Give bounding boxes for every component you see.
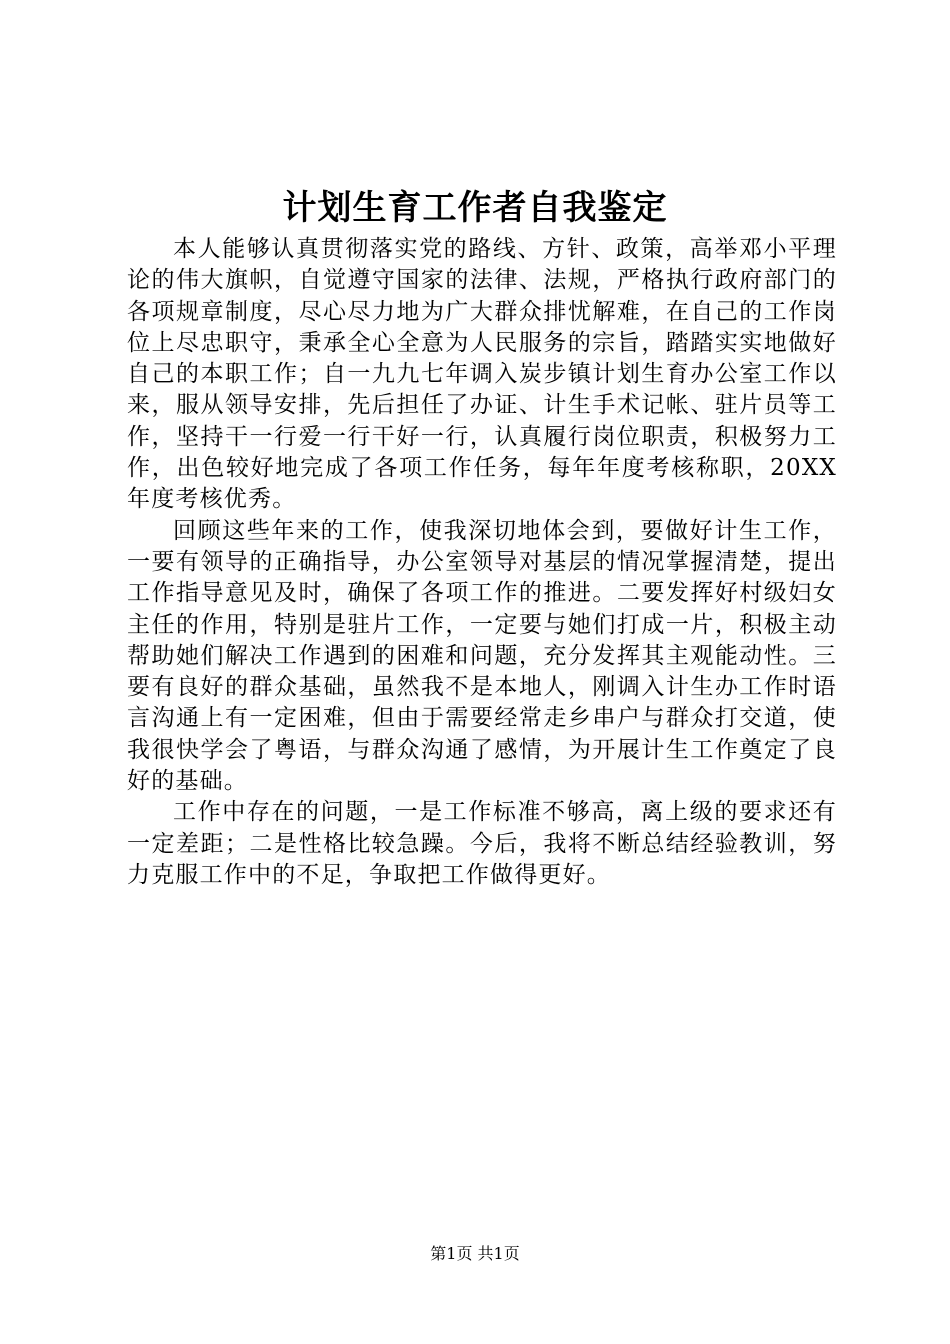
document-title: 计划生育工作者自我鉴定: [282, 188, 668, 228]
page-number-footer: 第1页 共1页: [430, 1244, 520, 1263]
paragraph-1: 本人能够认真贯彻落实党的路线、方针、政策，高举邓小平理论的伟大旗帜，自觉遵守国家的法律、法规，严格执行政府部门的各项规章制度，尽心尽力地为广大群众排忧解难，在自己的工作岗位上尽忠职守，秉承全心全意为人民服务的宗旨，踏踏实实地做好自己的本职工作；自一九九七年调入炭步镇计划生育办公室工作以来，服从领导安排，先后担任了办证、计生手术记帐、驻片员等工作，坚持干一行爱一行干好一行，认真履行岗位职责，积极努力工作，出色较好地完成了各项工作任务，每年年度考核称职，20XX年度考核优秀。: [127, 236, 837, 513]
paragraph-2: 回顾这些年来的工作，使我深切地体会到，要做好计生工作，一要有领导的正确指导，办公室领导对基层的情况掌握清楚，提出工作指导意见及时，确保了各项工作的推进。二要发挥好村级妇女主任的作用，特别是驻片工作，一定要与她们打成一片，积极主动帮助她们解决工作遇到的困难和问题，充分发挥其主观能动性。三要有良好的群众基础，虽然我不是本地人，刚调入计生办工作时语言沟通上有一定困难，但由于需要经常走乡串户与群众打交道，使我很快学会了粤语，与群众沟通了感情，为开展计生工作奠定了良好的基础。: [127, 517, 837, 795]
document-body: [127, 234, 837, 891]
paragraph-3: 工作中存在的问题，一是工作标准不够高，离上级的要求还有一定差距；二是性格比较急躁。今后，我将不断总结经验教训，努力克服工作中的不足，争取把工作做得更好。: [127, 799, 837, 888]
